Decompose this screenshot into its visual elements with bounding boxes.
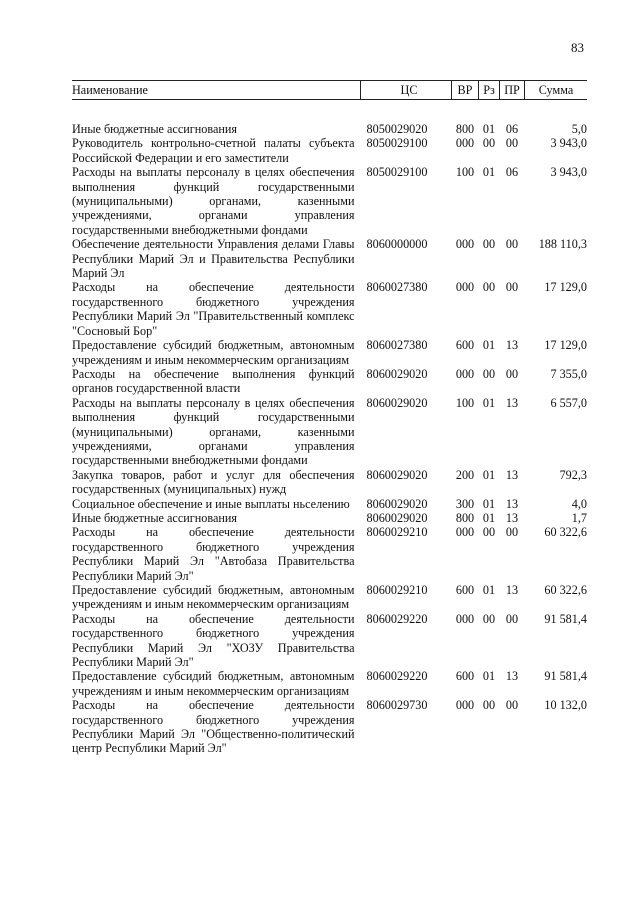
table-header-row [72, 81, 587, 100]
cell-sum: 4,0 [571, 496, 587, 511]
cell-cs: 8060029020 [366, 366, 428, 381]
table-row [72, 525, 587, 583]
cell-cs: 8060027380 [366, 280, 428, 295]
cell-cs: 8060029020 [366, 496, 428, 511]
cell-sum: 1,7 [571, 510, 587, 525]
cell-rz: 00 [482, 136, 496, 151]
cell-rz: 00 [482, 698, 496, 713]
table-row [72, 136, 587, 165]
cell-cs: 8060029220 [366, 611, 428, 626]
cell-vr: 800 [455, 510, 475, 525]
cell-pr: 00 [505, 525, 519, 540]
cell-cs: 8060029210 [366, 583, 428, 597]
cell-name: Предоставление субсидий бюджетным, автономным учреждениям и иным некоммерческим организациям [72, 669, 355, 698]
cell-cs: 8050029100 [366, 136, 428, 151]
table-row [72, 698, 587, 756]
cell-rz: 01 [482, 496, 496, 511]
table-body [72, 100, 587, 756]
table-row [72, 511, 587, 525]
table-row [72, 612, 587, 670]
cell-vr: 300 [455, 496, 475, 511]
cell-sum: 3 943,0 [550, 165, 587, 180]
cell-name: Расходы на выплаты персоналу в целях обеспечения выполнения функций государственными (муниципальными) органами, казенными учреждениями, органами управления государственными внебюджетными фондами [72, 165, 355, 237]
header-cs: ЦС [361, 81, 452, 100]
header-vr: ВР [452, 81, 479, 100]
cell-cs: 8060029730 [366, 698, 428, 713]
cell-vr: 000 [455, 611, 475, 626]
cell-rz: 00 [482, 237, 496, 252]
cell-vr: 600 [455, 583, 475, 597]
cell-vr: 000 [455, 366, 475, 381]
cell-name: Руководитель контрольно-счетной палаты субъекта Российской Федерации и его заместители [72, 136, 355, 165]
cell-rz: 01 [482, 510, 496, 525]
cell-name: Иные бюджетные ассигнования [72, 510, 238, 525]
cell-name: Расходы на обеспечение деятельности государственного бюджетного учреждения Республики Марий Эл "Автобаза Правительства Республики Марий Эл" [72, 525, 355, 583]
cell-rz: 00 [482, 366, 496, 381]
cell-name: Социальное обеспечение и иные выплаты ньселению [72, 496, 350, 511]
cell-vr: 000 [455, 698, 475, 713]
cell-vr: 000 [455, 136, 475, 151]
table-row [72, 396, 587, 468]
cell-vr: 000 [455, 237, 475, 252]
cell-cs: 8050029100 [366, 165, 428, 180]
table-row [72, 367, 587, 396]
cell-sum: 17 129,0 [544, 280, 587, 295]
cell-pr: 13 [505, 669, 519, 684]
cell-vr: 200 [455, 467, 475, 482]
cell-pr: 13 [505, 467, 519, 482]
cell-cs: 8060000000 [366, 237, 428, 252]
cell-vr: 600 [455, 338, 475, 353]
cell-pr: 13 [505, 496, 519, 511]
cell-sum: 188 110,3 [538, 237, 587, 252]
table-row [72, 583, 587, 612]
cell-name: Расходы на обеспечение деятельности государственного бюджетного учреждения Республики Марий Эл "Общественно-политический центр Республики Марий Эл" [72, 698, 355, 756]
cell-cs: 8060027380 [366, 338, 428, 353]
table-row [72, 165, 587, 237]
table-row [72, 468, 587, 497]
header-rz: Рз [479, 81, 500, 100]
cell-rz: 01 [482, 338, 496, 353]
cell-pr: 00 [505, 237, 519, 252]
cell-sum: 792,3 [559, 467, 587, 482]
cell-sum: 7 355,0 [550, 366, 587, 381]
cell-sum: 60 322,6 [544, 525, 587, 540]
cell-cs: 8050029020 [366, 122, 428, 136]
cell-name: Расходы на обеспечение деятельности государственного бюджетного учреждения Республики Марий Эл "ХОЗУ Правительства Республики Марий Эл" [72, 611, 355, 670]
cell-name: Расходы на выплаты персоналу в целях обеспечения выполнения функций государственными (муниципальными) органами, казенными учреждениями, органами управления государственными внебюджетными фондами [72, 395, 355, 468]
cell-name: Предоставление субсидий бюджетным, автономным учреждениям и иным некоммерческим организациям [72, 338, 355, 367]
cell-rz: 01 [482, 669, 496, 684]
cell-name: Закупка товаров, работ и услуг для обеспечения государственных (муниципальных) нужд [72, 467, 355, 497]
cell-sum: 91 581,4 [544, 669, 587, 684]
cell-vr: 100 [455, 395, 475, 410]
table-row [72, 100, 587, 137]
cell-cs: 8060029020 [366, 395, 428, 410]
header-pr: ПР [500, 81, 525, 100]
cell-pr: 06 [505, 122, 519, 136]
cell-rz: 00 [482, 525, 496, 540]
cell-rz: 01 [482, 467, 496, 482]
cell-vr: 100 [455, 165, 475, 180]
table-row [72, 497, 587, 511]
cell-vr: 000 [455, 280, 475, 295]
cell-sum: 91 581,4 [544, 611, 587, 626]
cell-pr: 00 [505, 280, 519, 295]
cell-sum: 6 557,0 [550, 395, 587, 410]
cell-vr: 000 [455, 525, 475, 540]
budget-table [72, 80, 587, 756]
cell-name: Расходы на обеспечение деятельности государственного бюджетного учреждения Республики Марий Эл "Правительственный комплекс "Сосновый Бор" [72, 280, 355, 338]
cell-sum: 3 943,0 [550, 136, 587, 151]
cell-sum: 10 132,0 [544, 698, 587, 713]
table-row [72, 338, 587, 367]
cell-sum: 17 129,0 [544, 338, 587, 353]
cell-name: Предоставление субсидий бюджетным, автономным учреждениям и иным некоммерческим организациям [72, 583, 355, 612]
cell-pr: 06 [505, 165, 519, 180]
cell-vr: 800 [455, 122, 475, 136]
table-row [72, 237, 587, 280]
cell-sum: 5,0 [571, 122, 587, 136]
cell-rz: 01 [482, 165, 496, 180]
header-sum: Сумма [525, 81, 588, 100]
cell-pr: 00 [505, 136, 519, 151]
cell-pr: 00 [505, 611, 519, 626]
cell-rz: 00 [482, 611, 496, 626]
cell-pr: 13 [505, 395, 519, 410]
cell-name: Иные бюджетные ассигнования [72, 122, 238, 136]
cell-rz: 01 [482, 122, 496, 136]
cell-rz: 00 [482, 280, 496, 295]
cell-cs: 8060029020 [366, 467, 428, 482]
cell-pr: 00 [505, 698, 519, 713]
header-name: Наименование [72, 81, 361, 100]
cell-pr: 00 [505, 366, 519, 381]
cell-rz: 01 [482, 583, 496, 597]
cell-name: Обеспечение деятельности Управления делами Главы Республики Марий Эл и Правительства Республики Марий Эл [72, 237, 355, 281]
cell-pr: 13 [505, 583, 519, 597]
cell-sum: 60 322,6 [544, 583, 587, 597]
cell-pr: 13 [505, 510, 519, 525]
cell-cs: 8060029020 [366, 510, 428, 525]
cell-rz: 01 [482, 395, 496, 410]
table-row [72, 280, 587, 338]
cell-name: Расходы на обеспечение выполнения функций органов государственной власти [72, 366, 355, 396]
cell-vr: 600 [455, 669, 475, 684]
cell-cs: 8060029210 [366, 525, 428, 540]
cell-cs: 8060029220 [366, 669, 428, 684]
cell-pr: 13 [505, 338, 519, 353]
page-number: 83 [571, 40, 584, 55]
table-row [72, 669, 587, 698]
